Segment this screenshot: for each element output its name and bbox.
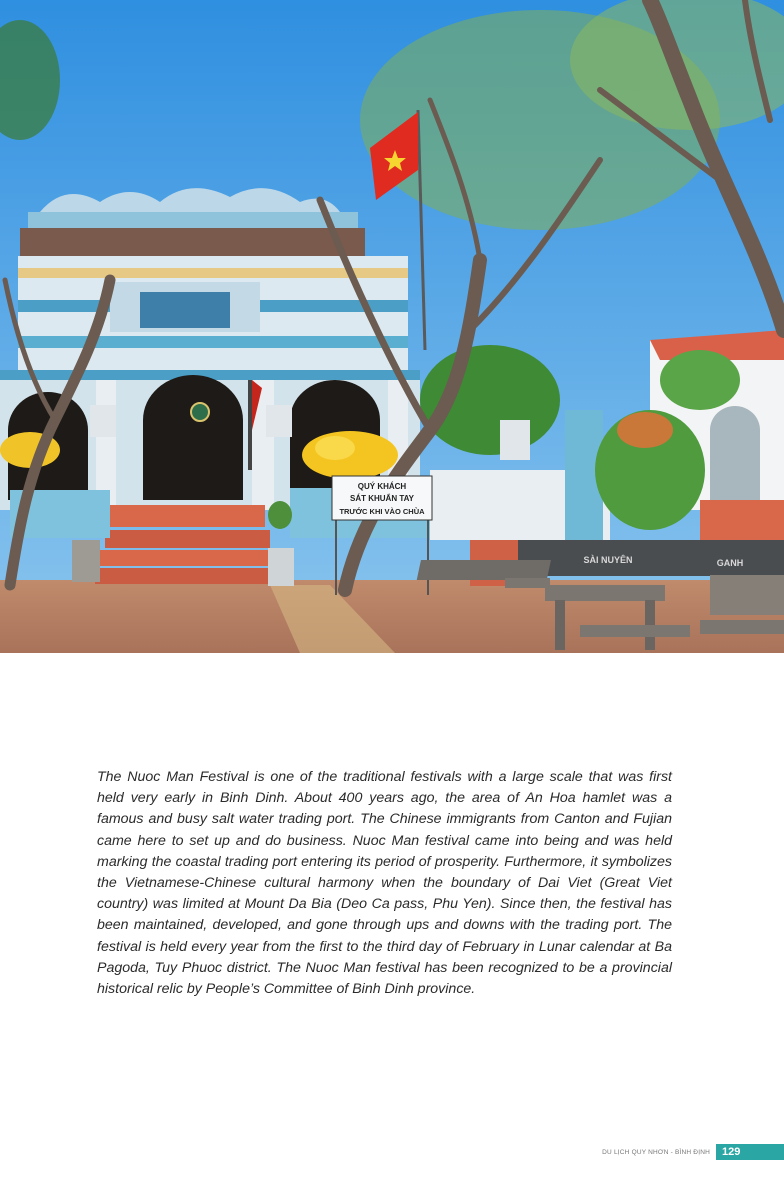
stone-board-small: GANH: [716, 558, 744, 568]
planter-pot: [268, 548, 294, 586]
courtyard: [0, 580, 784, 653]
sign-line-2: SÁT KHUẨN TAY: [349, 494, 415, 503]
stone-board-text: SÀI NUYÊN: [583, 555, 633, 565]
footer-label: DU LỊCH QUY NHƠN - BÌNH ĐỊNH: [602, 1148, 710, 1156]
sign-line-3: TRƯỚC KHI VÀO CHÙA: [339, 507, 425, 516]
planter-pot-left: [72, 540, 100, 582]
page-footer: [602, 1144, 784, 1160]
page-number: 129: [716, 1144, 784, 1160]
festival-paragraph: The Nuoc Man Festival is one of the traditional festivals with a large scale that was first held very early in Binh Dinh. About 400 years ago, the area of An Hoa hamlet was a famous and busy salt water trading port. The Chinese immigrants from Canton and Fujian came here to set up and do business. Nuoc Man festival came into being and was held marking the coastal trading port entering its period of prosperity. Furthermore, it symbolizes the Vietnamese-Chinese cultural harmony when the boundary of Dai Viet (Great Viet country) was limited at Mount Da Bia (Deo Ca pass, Phu Yen). Since then, the festival has been maintained, developed, and gone through ups and downs with the trading port. The festival is held every year from the first to the third day of February in Lunar calendar at Ba Pagoda, Tuy Phuoc district. The Nuoc Man festival has been recognized to be a provincial historical relic by People’s Committee of Binh Dinh province.: [97, 769, 672, 998]
sign-line-1: QUÝ KHÁCH: [357, 482, 407, 491]
